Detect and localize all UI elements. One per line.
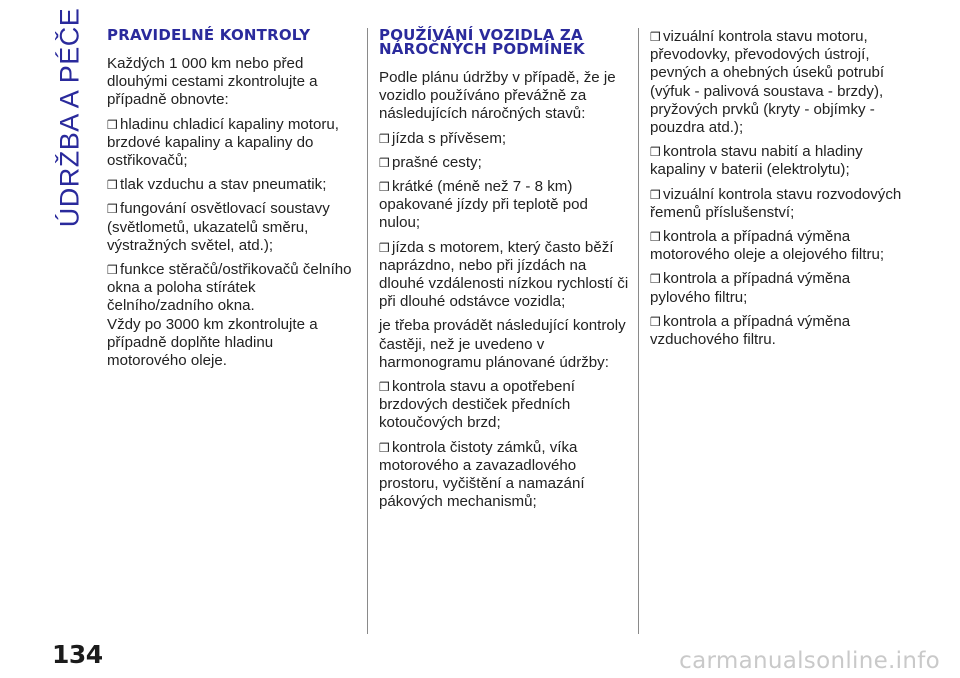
checkbox-bullet-icon: ❒ bbox=[650, 230, 661, 245]
check-item bbox=[650, 270, 910, 306]
check-item bbox=[379, 378, 631, 433]
column-regular-checks bbox=[107, 28, 357, 376]
column-additional-checks bbox=[650, 28, 910, 355]
heading-severe-conditions bbox=[379, 28, 631, 56]
check-item-text: kontrola čistoty zámků, víka motorového a zavazadlového prostoru, vyčištění a namazání pákových mechanismů; bbox=[379, 438, 585, 511]
check-item bbox=[650, 186, 910, 222]
watermark: carmanualsonline.info bbox=[679, 648, 940, 674]
oil-check-note: Vždy po 3000 km zkontrolujte a případně doplňte hladinu motorového oleje. bbox=[107, 315, 318, 370]
check-item-text: kontrola a případná výměna motorového oleje a olejového filtru; bbox=[650, 228, 885, 264]
check-item-text: kontrola stavu a opotřebení brzdových destiček předních kotoučových brzd; bbox=[379, 378, 575, 432]
check-item bbox=[107, 200, 357, 255]
checkbox-bullet-icon: ❒ bbox=[379, 180, 390, 195]
checkbox-bullet-icon: ❒ bbox=[107, 117, 118, 132]
checkbox-bullet-icon: ❒ bbox=[107, 178, 118, 193]
check-item bbox=[650, 28, 910, 137]
check-item-text: tlak vzduchu a stav pneumatik; bbox=[120, 176, 327, 194]
column-severe-conditions bbox=[379, 28, 631, 517]
checkbox-bullet-icon: ❒ bbox=[107, 202, 118, 217]
checkbox-bullet-icon: ❒ bbox=[107, 263, 118, 278]
condition-item-text: krátké (méně než 7 - 8 km) opakované jízdy při teplotě pod nulou; bbox=[379, 178, 588, 232]
heading-line: POUŽÍVÁNÍ VOZIDLA ZA bbox=[379, 26, 583, 44]
checkbox-bullet-icon: ❒ bbox=[379, 155, 390, 170]
checkbox-bullet-icon: ❒ bbox=[650, 187, 661, 202]
checkbox-bullet-icon: ❒ bbox=[379, 131, 390, 146]
check-item bbox=[379, 439, 631, 512]
checkbox-bullet-icon: ❒ bbox=[379, 380, 390, 395]
check-item bbox=[650, 143, 910, 179]
heading-line: NÁROČNÝCH PODMÍNEK bbox=[379, 40, 585, 58]
check-item bbox=[107, 261, 357, 316]
severe-conditions-intro: Podle plánu údržby v případě, že je vozidlo používáno převážně za následujících náročných stavů: bbox=[379, 69, 616, 123]
check-item bbox=[650, 228, 910, 264]
check-item-text: vizuální kontrola stavu motoru, převodovky, převodových ústrojí, pevných a ohebných úseků potrubí (výfuk - palivová soustava - brzdy), pryžových prvků (kryty - objímky - pouzdra atd.); bbox=[650, 28, 885, 137]
check-item-text: fungování osvětlovací soustavy (světlometů, ukazatelů směru, výstražných světel, atd.); bbox=[107, 200, 330, 254]
condition-item bbox=[379, 239, 631, 312]
page-number: 134 bbox=[52, 640, 103, 669]
check-item-text: hladinu chladicí kapaliny motoru, brzdové kapaliny a kapaliny do ostřikovačů; bbox=[107, 115, 339, 170]
check-item-text: kontrola stavu nabití a hladiny kapaliny v baterii (elektrolytu); bbox=[650, 143, 863, 179]
check-item bbox=[107, 116, 357, 171]
checkbox-bullet-icon: ❒ bbox=[650, 272, 661, 287]
checkbox-bullet-icon: ❒ bbox=[650, 30, 661, 44]
checkbox-bullet-icon: ❒ bbox=[379, 240, 390, 255]
check-item-text: funkce stěračů/ostřikovačů čelního okna a poloha stírátek čelního/zadního okna. bbox=[107, 261, 352, 315]
check-item-text: kontrola a případná výměna vzduchového filtru. bbox=[650, 312, 851, 349]
check-item bbox=[650, 313, 910, 349]
severe-conditions-middle: je třeba provádět následující kontroly častěji, než je uvedeno v harmonogramu plánované údržby: bbox=[379, 317, 626, 371]
check-item-text: vizuální kontrola stavu rozvodových řemenů příslušenství; bbox=[650, 185, 902, 221]
checkbox-bullet-icon: ❒ bbox=[379, 440, 390, 455]
regular-checks-intro: Každých 1 000 km nebo před dlouhými cestami zkontrolujte a případně obnovte: bbox=[107, 55, 318, 109]
checkbox-bullet-icon: ❒ bbox=[650, 314, 661, 329]
check-item bbox=[107, 176, 357, 194]
condition-item bbox=[379, 178, 631, 233]
column-divider-1 bbox=[367, 28, 368, 634]
check-item-text: kontrola a případná výměna pylového filtru; bbox=[650, 270, 851, 306]
column-divider-2 bbox=[638, 28, 639, 634]
heading-regular-checks: PRAVIDELNÉ KONTROLY bbox=[107, 26, 311, 44]
section-side-title bbox=[44, 7, 96, 227]
condition-item-text: jízda s přívěsem; bbox=[392, 129, 507, 147]
checkbox-bullet-icon: ❒ bbox=[650, 145, 661, 160]
condition-item bbox=[379, 130, 631, 148]
condition-item-text: prašné cesty; bbox=[392, 153, 482, 171]
condition-item-text: jízda s motorem, který často běží naprázdno, nebo při jízdách na dlouhé vzdálenosti nízkou rychlostí či při dlouhé odstávce vozidla; bbox=[379, 238, 629, 311]
side-title-text: ÚDRŽBA A PÉČE bbox=[54, 7, 85, 227]
condition-item bbox=[379, 154, 631, 172]
